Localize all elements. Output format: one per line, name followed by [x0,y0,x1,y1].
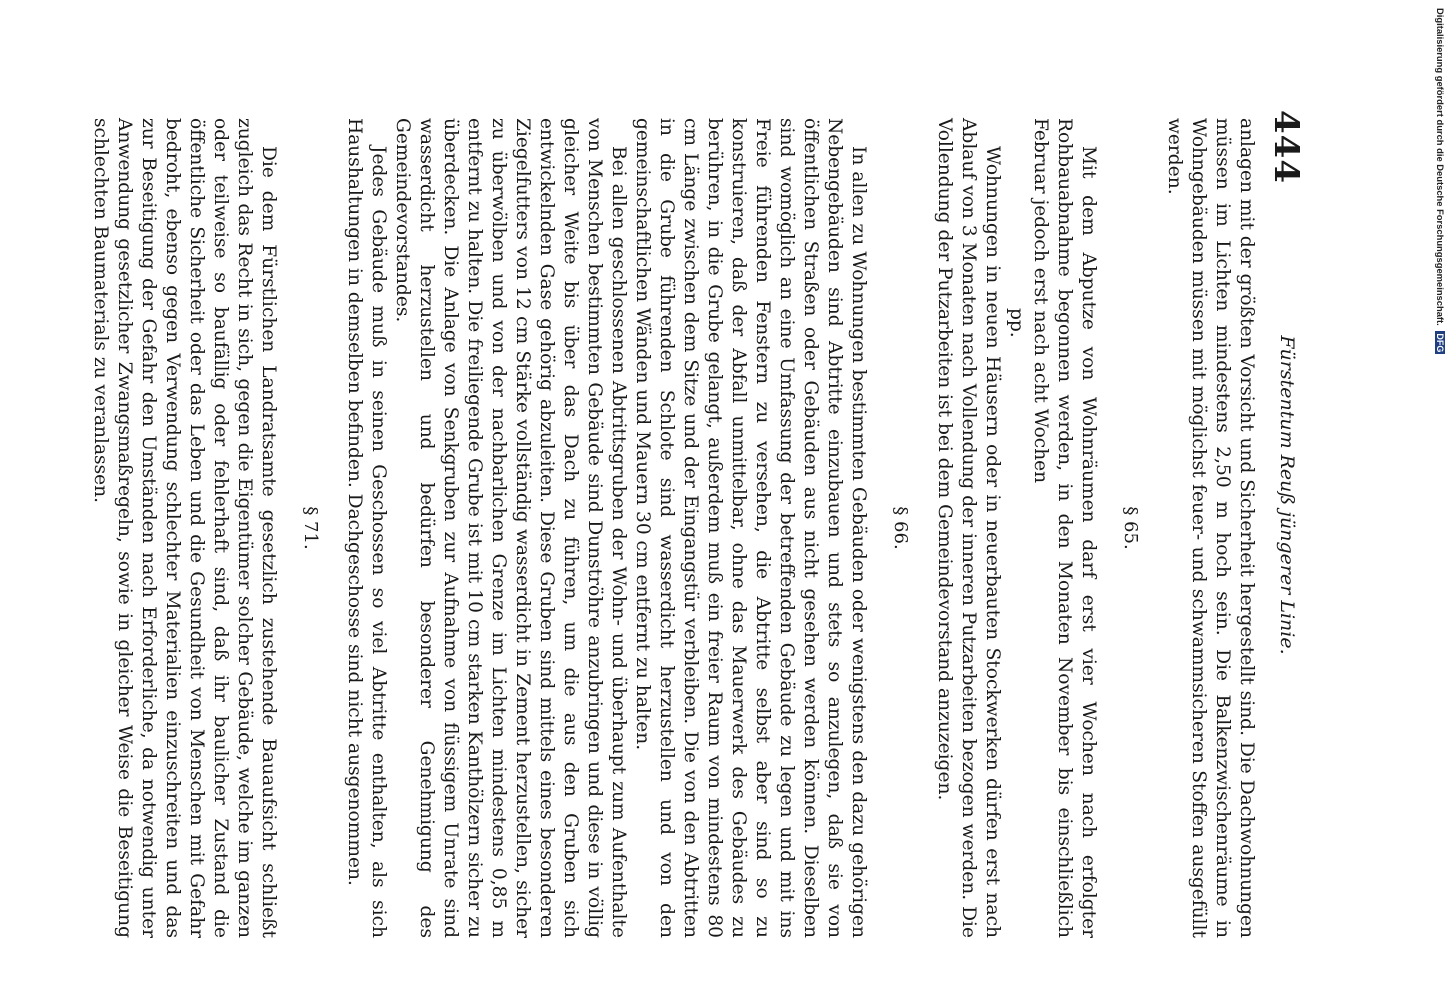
page-header [1264,0,1310,990]
section-heading-66: § 66. [890,506,911,550]
dfg-logo: DFG [1435,333,1445,353]
digitization-credit [1435,8,1446,354]
paragraph-continuation: anlagen mit der größten Vorsicht und Sicherheit hergestellt sind. Die Dachwohnungen müssen im Lichten mindestens 2,50 m hoch sein. Die Balkenzwischenräume in Wohngebäuden müssen mit möglichst feuer- und schwammsicheren Stoffen ausgefüllt werden. [1164,118,1257,938]
section-heading-71: § 71. [300,506,321,550]
page-body [88,118,1258,938]
paragraph-abtrittsgruben: Bei allen geschlossenen Abtrittsgruben der Wohn- und überhaupt zum Aufenthalte von Menschen bestimmten Gebäude sind Dunströhre anzubringen und diese in völlig gleicher Weite bis über das Dach zu führen, um die aus den Gruben sich entwickelnden Gase gehörig abzuleiten. Diese Gruben sind mittels eines besonderen Ziegelfutters von 12 cm Stärke vollständig wasserdicht in Zement herzustellen, sicher zu überwölben und von der nachbarlichen Grenze im Lichten mindestens 0,85 m entfernt zu halten. Die freiliegende Grube ist mit 10 cm starken Kanthölzern sicher zu überdecken. Die Anlage von Senkgruben zur Aufnahme von flüssigem Unrate sind wasserdicht herzustellen und bedürfen besonderer Genehmigung des Gemeindevorstandes. [392,118,629,938]
page-number: 444 [1266,110,1306,184]
section-heading-65: § 65. [1120,506,1141,550]
running-title: Fürstentum Reuß jüngerer Linie. [1276,335,1298,655]
pp-marker: pp. [1006,308,1027,338]
credit-text: Digitalisierung gefördert durch die Deutsche Forschungsgemeinschaft. [1435,8,1446,326]
paragraph-abputz: Mit dem Abputze von Wohnräumen darf erst vier Wochen nach erfolgter Rohbauabnahme begonnen werden, in den Monaten November bis einschließlich Februar jedoch erst nach acht Wochen [1030,118,1099,938]
paragraph-wohnungen: Wohnungen in neuen Häusern oder in neuerbauten Stockwerken dürfen erst nach Ablauf von 3 Monaten nach Vollendung der inneren Putzarbeiten bezogen werden. Die Vollendung der Putzarbeiten ist bei dem Gemeindevorstand anzuzeigen. [934,118,1003,938]
paragraph-bauaufsicht: Die dem Fürstlichen Landratsamte gesetzlich zustehende Bauaufsicht schließt zugleich das Recht in sich, gegen die Eigentümer solcher Gebäude, welche im ganzen oder teilweise so baufällig oder fehlerhaft sind, daß ihr baulicher Zustand die öffentliche Sicherheit oder das Leben und die Gesundheit von Menschen mit Gefahr bedroht, ebenso gegen Verwendung schlechter Materialien einzuschreiten und das zur Beseitigung der Gefahr den Umständen nach Erforderliche, da notwendig unter Anwendung gesetzlicher Zwangsmaßregeln, sowie in gleicher Weise die Beseitigung schlechten Baumaterials zu veranlassen. [90,118,279,938]
paragraph-abtritte: In allen zu Wohnungen bestimmten Gebäuden oder wenigstens den dazu gehörigen Nebengebäuden sind Abtritte einzubauen und stets so anzulegen, daß sie von öffentlichen Straßen oder Gebäuden aus nicht gesehen werden können. Dieselben sind womöglich an eine Umfassung der betreffenden Gebäude zu legen und mit ins Freie führenden Fenstern zu versehen, die Abtritte selbst aber sind so zu konstruieren, daß der Abfall unmittelbar, ohne das Mauerwerk des Gebäudes zu berühren, in die Grube gelangt, außerdem muß ein freier Raum von mindestens 80 cm Länge zwischen dem Sitze und der Eingangstür verbleiben. Die von den Abtritten in die Grube führenden Schlote sind wasserdicht herzustellen und von den gemeinschaftlichen Wänden und Mauern 30 cm entfernt zu halten. [632,118,869,938]
paragraph-geschosse: Jedes Gebäude muß in seinen Geschossen so viel Abtritte enthalten, als sich Haushaltungen in demselben befinden. Dachgeschosse sind nicht ausgenommen. [344,118,389,938]
